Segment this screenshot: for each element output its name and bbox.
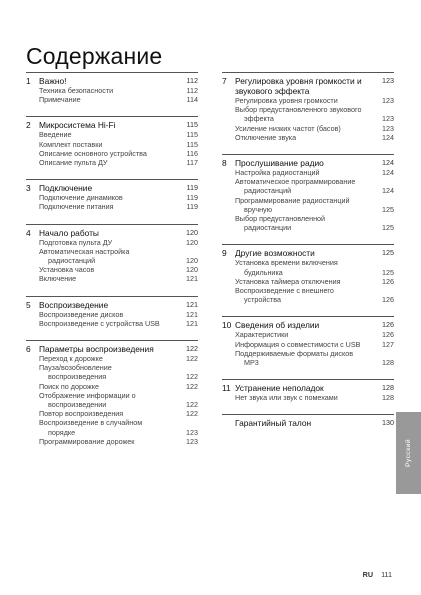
section-number: 9 [222, 248, 227, 259]
entry-title-line: Выбор предустановленной [235, 214, 326, 224]
entry-title-line: Подключение динамиков [39, 193, 123, 203]
entry-title-line: Воспроизведение в случайном [39, 418, 143, 428]
entry-title [235, 196, 378, 214]
entry-title-line: воспроизведения [48, 372, 107, 382]
toc-entry[interactable] [26, 247, 198, 265]
toc-entry[interactable] [222, 105, 394, 123]
entry-page: 124 [382, 132, 394, 142]
toc-entry[interactable] [26, 149, 198, 158]
section-number: 10 [222, 320, 232, 331]
entry-title-line: воспроизведении [48, 400, 107, 410]
entry-title [39, 158, 182, 167]
toc-entry[interactable] [26, 418, 198, 436]
toc-section-heading[interactable] [222, 248, 394, 258]
entry-page: 124 [382, 186, 394, 196]
toc-section [222, 316, 394, 367]
toc-entry[interactable] [26, 158, 198, 167]
toc-section-heading[interactable] [26, 228, 198, 238]
entry-title [235, 286, 378, 304]
entry-title-line: Описание основного устройства [39, 148, 147, 158]
entry-title-line: Комплект поставки [39, 139, 103, 149]
language-side-tab-label: Русский [405, 438, 412, 468]
section-title: Важно! [39, 76, 67, 86]
toc-entry[interactable] [26, 86, 198, 95]
section-page: 115 [186, 120, 198, 130]
toc-entry[interactable] [222, 258, 394, 276]
entry-page: 120 [186, 265, 198, 275]
section-page: 120 [186, 227, 198, 237]
entry-title-line: Введение [39, 130, 72, 140]
toc-entry[interactable] [26, 354, 198, 363]
entry-title [39, 95, 182, 104]
entry-title-line: Примечание [39, 95, 81, 105]
entry-page: 120 [186, 237, 198, 247]
entry-title-line: Нет звука или звук с помехами [235, 393, 338, 403]
entry-page: 123 [382, 96, 394, 105]
entry-page: 116 [186, 148, 198, 158]
entry-title-line: Информация о совместимости с USB [235, 339, 361, 349]
toc-entry[interactable] [26, 437, 198, 446]
section-page: 125 [382, 248, 394, 258]
entry-title-line: Автоматическое программирование [235, 177, 356, 187]
section-title: Параметры воспроизведения [39, 344, 154, 355]
entry-title-line: Поддерживаемые форматы дисков [235, 348, 354, 358]
entry-title-line: Выбор предустановленного звукового [235, 105, 362, 115]
entry-title [235, 96, 378, 105]
entry-title [39, 274, 182, 283]
section-page: 121 [186, 299, 198, 309]
entry-page: 123 [186, 436, 198, 446]
entry-title-line: эффекта [244, 114, 274, 124]
toc-section-heading[interactable] [222, 158, 394, 168]
toc-section-heading[interactable] [222, 383, 394, 393]
entry-title [235, 393, 378, 402]
entry-title-line: Установка часов [39, 265, 95, 275]
entry-title [39, 310, 182, 319]
toc-entry[interactable] [222, 286, 394, 304]
toc-entry[interactable] [26, 409, 198, 418]
section-page: 123 [382, 76, 394, 85]
toc-entry[interactable] [26, 202, 198, 211]
entry-title-line: радиостанций [48, 256, 96, 266]
section-page: 128 [382, 383, 394, 393]
entry-title-line: Включение [39, 274, 77, 284]
entry-title-line: Установка времени включения [235, 258, 338, 268]
toc-entry[interactable] [222, 214, 394, 232]
toc-section [222, 244, 394, 304]
entry-title-line: Повтор воспроизведения [39, 409, 124, 419]
entry-title [235, 105, 378, 123]
entry-title-line: Регулировка уровня громкости [235, 96, 338, 105]
entry-page: 126 [382, 276, 394, 286]
toc-entry[interactable] [26, 238, 198, 247]
entry-title [39, 193, 182, 202]
toc-entry[interactable] [26, 274, 198, 283]
entry-title [235, 277, 378, 286]
footer-language: RU [362, 570, 374, 579]
entry-page: 114 [186, 95, 198, 105]
entry-page: 123 [382, 114, 394, 124]
entry-page: 115 [186, 139, 198, 149]
section-page: 122 [186, 344, 198, 354]
section-page: 119 [186, 183, 198, 193]
entry-page: 125 [382, 223, 394, 233]
entry-title [39, 238, 182, 247]
section-page: 124 [382, 158, 394, 168]
entry-title-line: Усиление низких частот (басов) [235, 123, 341, 133]
entry-page: 122 [186, 400, 198, 410]
entry-page: 126 [382, 295, 394, 305]
entry-page: 121 [186, 318, 198, 328]
entry-title [39, 140, 182, 149]
toc-section [222, 72, 394, 142]
entry-page: 127 [382, 339, 394, 349]
section-number: 1 [26, 76, 31, 86]
entry-title [235, 214, 378, 232]
entry-title-line: Подключение питания [39, 202, 114, 212]
toc-column-left [26, 72, 198, 458]
toc-section [26, 224, 198, 284]
entry-title [39, 202, 182, 211]
toc-section-heading[interactable] [222, 76, 394, 96]
toc-entry[interactable] [26, 363, 198, 381]
entry-page: 122 [186, 381, 198, 391]
entry-title [235, 133, 378, 142]
entry-title-line: Настройка радиостанций [235, 168, 320, 178]
entry-title [39, 130, 182, 139]
entry-title [235, 177, 378, 195]
section-title: Гарантийный талон [235, 418, 312, 429]
toc-section-heading[interactable] [222, 418, 394, 428]
toc-entry[interactable] [26, 319, 198, 328]
entry-title [39, 382, 182, 391]
section-title: Другие возможности [235, 248, 315, 259]
entry-page: 115 [186, 130, 198, 140]
entry-title [39, 149, 182, 158]
toc-entry[interactable] [26, 310, 198, 319]
toc-entry[interactable] [222, 124, 394, 133]
section-number: 7 [222, 76, 227, 86]
entry-page: 125 [382, 204, 394, 214]
section-page: 112 [186, 76, 198, 85]
entry-title [235, 168, 378, 177]
section-page: 126 [382, 320, 394, 330]
entry-page: 122 [186, 354, 198, 364]
entry-page: 120 [186, 256, 198, 266]
entry-title [235, 349, 378, 367]
entry-title [39, 319, 182, 328]
entry-title [39, 86, 182, 95]
entry-title-line: радиостанции [244, 223, 292, 233]
section-number: 6 [26, 344, 31, 355]
toc-entry[interactable] [26, 382, 198, 391]
toc-section [26, 72, 198, 104]
section-number: 11 [222, 383, 231, 394]
toc-section [222, 154, 394, 232]
toc-entry[interactable] [26, 391, 198, 409]
entry-title-line: Воспроизведение с устройства USB [39, 318, 160, 328]
entry-title-line: устройства [244, 295, 282, 305]
entry-page: 125 [382, 267, 394, 277]
entry-page: 112 [186, 86, 198, 95]
entry-title-line: Программирование дорожек [39, 436, 135, 446]
entry-title [235, 124, 378, 133]
toc-section-heading[interactable] [26, 76, 198, 86]
entry-page: 126 [382, 330, 394, 340]
toc-entry[interactable] [26, 193, 198, 202]
toc-entry[interactable] [222, 196, 394, 214]
toc-entry[interactable] [222, 177, 394, 195]
section-title: Микросистема Hi-Fi [39, 120, 116, 131]
toc-section [26, 296, 198, 328]
entry-title-line: Переход к дорожке [39, 354, 103, 364]
entry-page: 122 [186, 409, 198, 419]
entry-page: 119 [186, 193, 198, 203]
language-side-tab [396, 412, 421, 494]
toc-entry[interactable] [26, 130, 198, 139]
section-title: Сведения об изделии [235, 320, 320, 331]
toc-entry[interactable] [222, 168, 394, 177]
section-page: 130 [382, 418, 394, 428]
toc-section [26, 340, 198, 446]
toc-section [222, 379, 394, 402]
entry-title-line: Поиск по дорожке [39, 381, 99, 391]
entry-title [39, 354, 182, 363]
section-number: 5 [26, 299, 31, 310]
entry-title-line: вручную [244, 204, 273, 214]
entry-title-line: Характеристики [235, 330, 289, 340]
entry-page: 128 [382, 358, 394, 368]
section-number [222, 418, 235, 428]
entry-title-line: Автоматическая настройка [39, 246, 130, 256]
entry-title-line: будильника [244, 267, 283, 277]
page-title: Содержание [26, 43, 163, 70]
toc-entry[interactable] [222, 96, 394, 105]
entry-title-line: Подготовка пульта ДУ [39, 237, 113, 247]
entry-page: 119 [186, 202, 198, 212]
section-title: Регулировка уровня громкости и звукового эффекта [235, 76, 362, 96]
entry-page: 123 [382, 123, 394, 133]
toc-entry[interactable] [222, 340, 394, 349]
footer-page-number: 111 [381, 570, 392, 579]
entry-page: 123 [186, 427, 198, 437]
entry-title-line: Техника безопасности [39, 86, 114, 95]
section-title: Начало работы [39, 227, 99, 238]
entry-title [39, 418, 182, 436]
toc-entry[interactable] [222, 277, 394, 286]
entry-title [39, 247, 182, 265]
page-footer [363, 570, 392, 579]
toc-section-heading[interactable] [26, 183, 198, 193]
entry-title [39, 363, 182, 381]
entry-title-line: Установка таймера отключения [235, 276, 341, 286]
toc-entry[interactable] [222, 330, 394, 339]
entry-page: 124 [382, 168, 394, 178]
toc-section [26, 116, 198, 167]
entry-title-line: порядке [48, 427, 76, 437]
toc-section [222, 414, 394, 428]
entry-title-line: радиостанций [244, 186, 292, 196]
toc-entry[interactable] [26, 140, 198, 149]
entry-title-line: Воспроизведение с внешнего [235, 286, 334, 296]
entry-page: 122 [186, 372, 198, 382]
toc-entry[interactable] [222, 393, 394, 402]
toc-section-heading[interactable] [222, 320, 394, 330]
toc-entry[interactable] [222, 349, 394, 367]
entry-title [235, 258, 378, 276]
entry-page: 121 [186, 274, 198, 284]
toc-entry[interactable] [26, 265, 198, 274]
entry-title-line: Пауза/возобновление [39, 363, 112, 373]
section-title: Подключение [39, 183, 93, 194]
entry-title [235, 330, 378, 339]
entry-title [39, 265, 182, 274]
toc-column-right [222, 72, 394, 440]
toc-entry[interactable] [26, 95, 198, 104]
entry-title [39, 437, 182, 446]
entry-title-line: Отображение информации о [39, 390, 136, 400]
entry-page: 128 [382, 393, 394, 403]
toc-section-heading[interactable] [26, 344, 198, 354]
section-number: 4 [26, 227, 31, 238]
entry-title-line: Воспроизведение дисков [39, 309, 124, 319]
section-title: Прослушивание радио [235, 158, 324, 169]
toc-section-heading[interactable] [26, 120, 198, 130]
section-title: Устранение неполадок [235, 383, 324, 394]
entry-title [39, 391, 182, 409]
toc-section [26, 179, 198, 211]
entry-page: 121 [186, 309, 198, 319]
section-number: 2 [26, 120, 31, 131]
toc-section-heading[interactable] [26, 300, 198, 310]
entry-title-line: MP3 [244, 358, 259, 368]
entry-page: 117 [186, 158, 198, 168]
toc-entry[interactable] [222, 133, 394, 142]
entry-title-line: Отключение звука [235, 132, 297, 142]
section-title: Воспроизведение [39, 299, 109, 310]
section-number: 8 [222, 158, 227, 169]
entry-title [39, 409, 182, 418]
entry-title-line: Описание пульта ДУ [39, 158, 108, 168]
entry-title-line: Программирование радиостанций [235, 195, 350, 205]
section-number: 3 [26, 183, 31, 194]
entry-title [235, 340, 378, 349]
